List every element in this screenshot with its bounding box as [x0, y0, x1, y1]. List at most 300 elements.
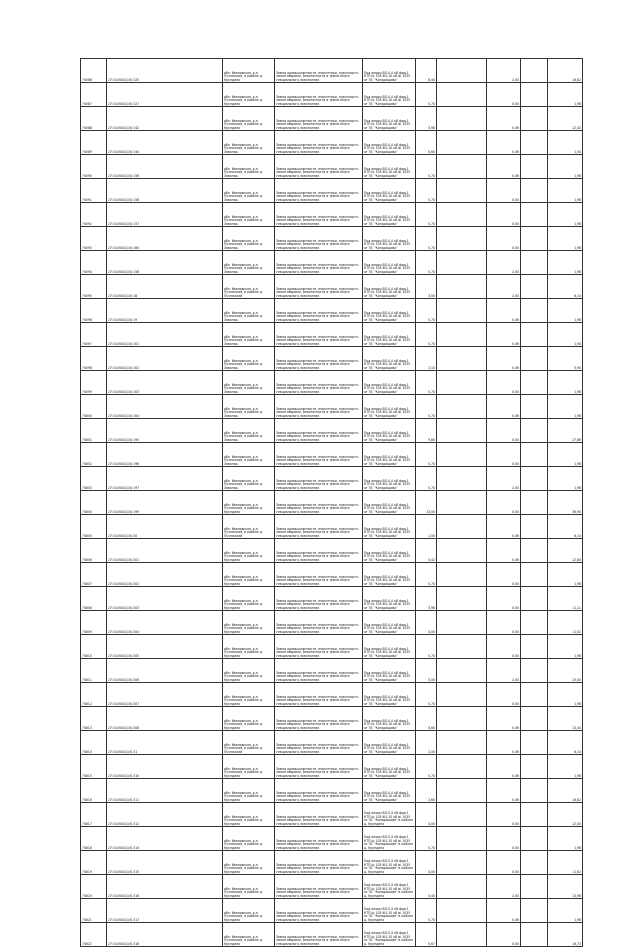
address-cell: обл. Ивановская, р-н Пучежский, в районе д. Заволжь: [223, 347, 275, 371]
cadastral-number: 27:14:0402(10):101: [107, 323, 223, 347]
cadastral-number: 27:14:0402(10):156: [107, 155, 223, 179]
row-number: 74601: [81, 419, 107, 443]
land-category-cell: Земли промышленности, энергетики, транспорта, земли обороны, безопасности и земли иного специального назначения: [275, 419, 363, 443]
rate-cell: 2,00: [487, 659, 521, 683]
address-cell: обл. Ивановская, р-н Пучежский, в районе д. Крупдино: [223, 83, 275, 107]
area-cell: 0,70: [416, 371, 437, 395]
cadastral-number: 27:14:0402(10):197: [107, 467, 223, 491]
empty-cell: [521, 563, 548, 587]
permitted-use-cell: Под опоры ВЛ-0,4 кВ фид.1 КТП № 103 Ф3-10 кВ № 1035 от ПС "Кондрашово" в районе д. Крупдино: [363, 827, 416, 851]
cadastral-number: 27:14:0402(10):317: [107, 899, 223, 923]
rate-cell: 0,00: [487, 851, 521, 875]
empty-cell: [521, 635, 548, 659]
row-number: 74589: [81, 131, 107, 155]
address-cell: обл. Ивановская, р-н Пучежский, в районе д. Крупдино: [223, 923, 275, 947]
empty-cell: [437, 419, 487, 443]
table-row: [81, 707, 583, 731]
empty-cell: [521, 755, 548, 779]
land-category-cell: Земли промышленности, энергетики, транспорта, земли обороны, безопасности и земли иного специального назначения: [275, 659, 363, 683]
area-cell: 0,70: [416, 755, 437, 779]
row-number: 74596: [81, 299, 107, 323]
address-cell: обл. Ивановская, р-н Пучежский, в районе д. Крупдино: [223, 827, 275, 851]
permitted-use-cell: Под опоры ВЛ-0,4 кВ фид.1 КТП № 103 Ф3-10 кВ № 1035 от ПС "Кондрашово": [363, 59, 416, 83]
rate-cell: 0,00: [487, 227, 521, 251]
empty-cell: [521, 131, 548, 155]
cadastral-number: 27:14:0402(10):102: [107, 347, 223, 371]
rate-cell: 0,00: [487, 611, 521, 635]
empty-cell: [437, 59, 487, 83]
cadastral-number: 27:14:0402(10):30: [107, 515, 223, 539]
address-cell: обл. Ивановская, р-н Пучежский, в районе д. Заволжь: [223, 443, 275, 467]
row-number: 74622: [81, 923, 107, 947]
permitted-use-cell: Под опоры ВЛ-0,4 кВ фид.1 КТП № 103 Ф3-10 кВ № 1035 от ПС "Кондрашово": [363, 419, 416, 443]
permitted-use-cell: Под опоры ВЛ-0,4 кВ фид.1 КТП № 103 Ф3-10 кВ № 1035 от ПС "Кондрашово": [363, 539, 416, 563]
area-cell: 0,70: [416, 203, 437, 227]
rate-cell: 2,00: [487, 59, 521, 83]
address-cell: обл. Ивановская, р-н Пучежский, в районе д. Заволжь: [223, 419, 275, 443]
empty-cell: [437, 731, 487, 755]
empty-cell: [437, 851, 487, 875]
sum-cell: 1,96: [548, 371, 583, 395]
area-cell: 2,10: [416, 347, 437, 371]
land-category-cell: Земли промышленности, энергетики, транспорта, земли обороны, безопасности и земли иного специального назначения: [275, 107, 363, 131]
empty-cell: [521, 875, 548, 899]
row-number: 74607: [81, 563, 107, 587]
row-number: 74588: [81, 107, 107, 131]
address-cell: обл. Ивановская, р-н Пучежский, в районе д. Крупдино: [223, 635, 275, 659]
area-cell: 2,00: [416, 731, 437, 755]
address-cell: обл. Ивановская, р-н Пучежский, в районе д. Заволжь: [223, 155, 275, 179]
sum-cell: 1,96: [548, 635, 583, 659]
empty-cell: [521, 347, 548, 371]
address-cell: обл. Ивановская, р-н Пучежский, в районе д. Заволжь: [223, 131, 275, 155]
permitted-use-cell: Под опоры ВЛ-0,4 кВ фид.1 КТП № 103 Ф3-10 кВ № 1035 от ПС "Кондрашово" в районе д. Крупдино: [363, 875, 416, 899]
land-category-cell: Земли промышленности, энергетики, транспорта, земли обороны, безопасности и земли иного специального назначения: [275, 83, 363, 107]
empty-cell: [437, 443, 487, 467]
empty-cell: [521, 491, 548, 515]
area-cell: 5,00: [416, 659, 437, 683]
table-row: [81, 83, 583, 107]
permitted-use-cell: Под опоры ВЛ-0,4 кВ фид.1 КТП № 103 Ф3-10 кВ № 1035 от ПС "Кондрашово": [363, 443, 416, 467]
empty-cell: [437, 323, 487, 347]
empty-cell: [437, 755, 487, 779]
rate-cell: 0,00: [487, 179, 521, 203]
land-category-cell: Земли промышленности, энергетики, транспорта, земли обороны, безопасности и земли иного специального назначения: [275, 563, 363, 587]
table-row: [81, 491, 583, 515]
empty-cell: [521, 731, 548, 755]
sum-cell: 1,96: [548, 467, 583, 491]
permitted-use-cell: Под опоры ВЛ-0,4 кВ фид.1 КТП № 103 Ф3-10 кВ № 1035 от ПС "Кондрашово": [363, 251, 416, 275]
land-category-cell: Земли промышленности, энергетики, транспорта, земли обороны, безопасности и земли иного специального назначения: [275, 275, 363, 299]
row-number: 74605: [81, 515, 107, 539]
empty-cell: [437, 875, 487, 899]
area-cell: 0,70: [416, 827, 437, 851]
address-cell: обл. Ивановская, р-н Пучежский, в районе д. Крупдино: [223, 539, 275, 563]
row-number: 74619: [81, 851, 107, 875]
land-category-cell: Земли промышленности, энергетики, транспорта, земли обороны, безопасности и земли иного специального назначения: [275, 347, 363, 371]
sum-cell: 6,14: [548, 275, 583, 299]
sum-cell: 1,96: [548, 755, 583, 779]
empty-cell: [437, 587, 487, 611]
rate-cell: 0,00: [487, 923, 521, 947]
row-number: 74593: [81, 227, 107, 251]
land-category-cell: Земли промышленности, энергетики, транспорта, земли обороны, безопасности и земли иного специального назначения: [275, 203, 363, 227]
empty-cell: [437, 515, 487, 539]
table-row: [81, 659, 583, 683]
empty-cell: [521, 83, 548, 107]
register-table: [80, 58, 583, 947]
permitted-use-cell: Под опоры ВЛ-0,4 кВ фид.1 КТП № 103 Ф3-10 кВ № 1035 от ПС "Кондрашово" в районе д. Крупдино: [363, 803, 416, 827]
land-category-cell: Земли промышленности, энергетики, транспорта, земли обороны, безопасности и земли иного специального назначения: [275, 59, 363, 83]
address-cell: обл. Ивановская, р-н Пучежский, в районе д. Крупдино: [223, 875, 275, 899]
sum-cell: 16,82: [548, 779, 583, 803]
area-cell: 0,70: [416, 299, 437, 323]
sum-cell: 1,96: [548, 251, 583, 275]
row-number: 74597: [81, 323, 107, 347]
cadastral-number: 27:14:0402(10):196: [107, 443, 223, 467]
empty-cell: [437, 563, 487, 587]
cadastral-number: 27:14:0402(10):160: [107, 227, 223, 251]
address-cell: обл. Ивановская, р-н Пучежский, в районе д. Пучежский: [223, 731, 275, 755]
sum-cell: 1,96: [548, 683, 583, 707]
table-row: [81, 419, 583, 443]
area-cell: 9,80: [416, 419, 437, 443]
table-row: [81, 443, 583, 467]
table-row: [81, 731, 583, 755]
sum-cell: 1,54: [548, 131, 583, 155]
land-category-cell: Земли промышленности, энергетики, транспорта, земли обороны, безопасности и земли иного специального назначения: [275, 827, 363, 851]
row-number: 74614: [81, 731, 107, 755]
row-number: 74590: [81, 155, 107, 179]
address-cell: обл. Ивановская, р-н Пучежский, в районе д. Пучежский: [223, 275, 275, 299]
rate-cell: 0,46: [487, 299, 521, 323]
area-cell: 13,00: [416, 491, 437, 515]
rate-cell: 2,00: [487, 275, 521, 299]
row-number: 74602: [81, 443, 107, 467]
row-number: 74620: [81, 875, 107, 899]
empty-cell: [521, 827, 548, 851]
sum-cell: 1,96: [548, 443, 583, 467]
table-row: [81, 587, 583, 611]
land-category-cell: Земли промышленности, энергетики, транспорта, земли обороны, безопасности и земли иного специального назначения: [275, 179, 363, 203]
cadastral-number: 27:14:0402(10):312: [107, 803, 223, 827]
address-cell: обл. Ивановская, р-н Пучежский, в районе д. Крупдино: [223, 683, 275, 707]
land-category-cell: Земли промышленности, энергетики, транспорта, земли обороны, безопасности и земли иного специального назначения: [275, 251, 363, 275]
row-number: 74617: [81, 803, 107, 827]
cadastral-number: 27:14:0402(10):307: [107, 683, 223, 707]
empty-cell: [437, 683, 487, 707]
area-cell: 4,00: [416, 803, 437, 827]
land-category-cell: Земли промышленности, энергетики, транспорта, земли обороны, безопасности и земли иного специального назначения: [275, 875, 363, 899]
rate-cell: 0,46: [487, 755, 521, 779]
area-cell: 4,00: [416, 851, 437, 875]
table-row: [81, 155, 583, 179]
empty-cell: [521, 515, 548, 539]
empty-cell: [521, 419, 548, 443]
address-cell: обл. Ивановская, р-н Пучежский, в районе д. Заволжь: [223, 251, 275, 275]
empty-cell: [437, 203, 487, 227]
empty-cell: [521, 155, 548, 179]
permitted-use-cell: Под опоры ВЛ-0,4 кВ фид.1 КТП № 103 Ф3-10 кВ № 1035 от ПС "Кондрашово": [363, 683, 416, 707]
row-number: 74591: [81, 179, 107, 203]
cadastral-number: 27:14:0402(10):310: [107, 755, 223, 779]
permitted-use-cell: Под опоры ВЛ-0,4 кВ фид.1 КТП № 103 Ф3-10 кВ № 1035 от ПС "Кондрашово": [363, 107, 416, 131]
permitted-use-cell: Под опоры ВЛ-0,4 кВ фид.1 КТП № 103 Ф3-10 кВ № 1035 от ПС "Кондрашово": [363, 275, 416, 299]
empty-cell: [437, 707, 487, 731]
empty-cell: [437, 779, 487, 803]
rate-cell: 0,46: [487, 539, 521, 563]
row-number: 74615: [81, 755, 107, 779]
address-cell: обл. Ивановская, р-н Пучежский, в районе д. Заволжь: [223, 467, 275, 491]
land-category-cell: Земли промышленности, энергетики, транспорта, земли обороны, безопасности и земли иного специального назначения: [275, 539, 363, 563]
row-number: 74592: [81, 203, 107, 227]
empty-cell: [437, 635, 487, 659]
row-number: 74598: [81, 347, 107, 371]
address-cell: обл. Ивановская, р-н Пучежский, в районе д. Крупдино: [223, 779, 275, 803]
land-category-cell: Земли промышленности, энергетики, транспорта, земли обороны, безопасности и земли иного специального назначения: [275, 227, 363, 251]
area-cell: 5,67: [416, 923, 437, 947]
rate-cell: 0,46: [487, 131, 521, 155]
sum-cell: 13,96: [548, 875, 583, 899]
address-cell: обл. Ивановская, р-н Пучежский, в районе д. Крупдино: [223, 611, 275, 635]
permitted-use-cell: Под опоры ВЛ-0,4 кВ фид.1 КТП № 103 Ф3-10 кВ № 1035 от ПС "Кондрашово": [363, 707, 416, 731]
table-row: [81, 875, 583, 899]
sum-cell: 6,14: [548, 731, 583, 755]
land-category-cell: Земли промышленности, энергетики, транспорта, земли обороны, безопасности и земли иного специального назначения: [275, 371, 363, 395]
address-cell: обл. Ивановская, р-н Пучежский, в районе д. Заволжь: [223, 395, 275, 419]
area-cell: 4,00: [416, 611, 437, 635]
cadastral-number: 27:14:0402(10):301: [107, 539, 223, 563]
area-cell: 0,70: [416, 443, 437, 467]
row-number: 74600: [81, 395, 107, 419]
permitted-use-cell: Под опоры ВЛ-0,4 кВ фид.1 КТП № 103 Ф3-10 кВ № 1035 от ПС "Кондрашово" в районе д. Крупдино: [363, 923, 416, 947]
address-cell: обл. Ивановская, р-н Пучежский, в районе д. Крупдино: [223, 851, 275, 875]
address-cell: обл. Ивановская, р-н Пучежский, в районе д. Пучежский: [223, 515, 275, 539]
table-row: [81, 371, 583, 395]
empty-cell: [521, 467, 548, 491]
empty-cell: [521, 683, 548, 707]
row-number: 74586: [81, 59, 107, 83]
table-row: [81, 179, 583, 203]
address-cell: обл. Ивановская, р-н Пучежский, в районе д. Крупдино: [223, 707, 275, 731]
area-cell: 0,70: [416, 683, 437, 707]
land-category-cell: Земли промышленности, энергетики, транспорта, земли обороны, безопасности и земли иного специального назначения: [275, 395, 363, 419]
cadastral-number: 27:14:0402(10):125: [107, 59, 223, 83]
row-number: 74587: [81, 83, 107, 107]
permitted-use-cell: Под опоры ВЛ-0,4 кВ фид.1 КТП № 103 Ф3-10 кВ № 1035 от ПС "Кондрашово": [363, 659, 416, 683]
area-cell: 0,70: [416, 179, 437, 203]
land-category-cell: Земли промышленности, энергетики, транспорта, земли обороны, безопасности и земли иного специального назначения: [275, 155, 363, 179]
sum-cell: 1,96: [548, 563, 583, 587]
rate-cell: 2,00: [487, 467, 521, 491]
row-number: 74599: [81, 371, 107, 395]
sum-cell: 6,14: [548, 515, 583, 539]
rate-cell: 0,00: [487, 683, 521, 707]
address-cell: обл. Ивановская, р-н Пучежский, в районе д. Заволжь: [223, 227, 275, 251]
table-row: [81, 611, 583, 635]
sum-cell: 1,94: [548, 323, 583, 347]
cadastral-number: 27:14:0402(10):157: [107, 203, 223, 227]
cadastral-number: 27:14:0402(10):305: [107, 635, 223, 659]
rate-cell: 0,00: [487, 203, 521, 227]
table-row: [81, 323, 583, 347]
address-cell: обл. Ивановская, р-н Пучежский, в районе д. Крупдино: [223, 107, 275, 131]
land-category-cell: Земли промышленности, энергетики, транспорта, земли обороны, безопасности и земли иного специального назначения: [275, 683, 363, 707]
cadastral-number: 27:14:0402(10):315: [107, 851, 223, 875]
empty-cell: [437, 491, 487, 515]
rate-cell: 0,46: [487, 347, 521, 371]
land-category-cell: Земли промышленности, энергетики, транспорта, земли обороны, безопасности и земли иного специального назначения: [275, 611, 363, 635]
empty-cell: [521, 803, 548, 827]
table-body: [81, 59, 583, 947]
empty-cell: [437, 539, 487, 563]
rate-cell: 0,00: [487, 827, 521, 851]
area-cell: 0,70: [416, 635, 437, 659]
table-row: [81, 851, 583, 875]
address-cell: обл. Ивановская, р-н Пучежский, в районе д. Заволжь: [223, 179, 275, 203]
row-number: 74604: [81, 491, 107, 515]
area-cell: 4,40: [416, 875, 437, 899]
address-cell: обл. Ивановская, р-н Пучежский, в районе д. Заволжь: [223, 299, 275, 323]
table-row: [81, 203, 583, 227]
address-cell: обл. Ивановская, р-н Пучежский, в районе д. Заволжь: [223, 371, 275, 395]
cadastral-number: 27:14:0402(10):316: [107, 875, 223, 899]
empty-cell: [437, 899, 487, 923]
row-number: 74603: [81, 467, 107, 491]
empty-cell: [521, 923, 548, 947]
cadastral-number: 27:14:0402(10):314: [107, 827, 223, 851]
empty-cell: [521, 587, 548, 611]
area-cell: 0,70: [416, 251, 437, 275]
permitted-use-cell: Под опоры ВЛ-0,4 кВ фид.1 КТП № 103 Ф3-10 кВ № 1035 от ПС "Кондрашово": [363, 299, 416, 323]
sum-cell: 5,90: [548, 347, 583, 371]
rate-cell: 2,00: [487, 875, 521, 899]
sum-cell: 12,00: [548, 803, 583, 827]
rate-cell: 0,00: [487, 491, 521, 515]
empty-cell: [521, 443, 548, 467]
permitted-use-cell: Под опоры ВЛ-0,4 кВ фид.1 КТП № 103 Ф3-10 кВ № 1035 от ПС "Кондрашово": [363, 587, 416, 611]
cadastral-number: 27:14:0402(10):302: [107, 563, 223, 587]
table-row: [81, 803, 583, 827]
permitted-use-cell: Под опоры ВЛ-0,4 кВ фид.1 КТП № 103 Ф3-10 кВ № 1035 от ПС "Кондрашово" в районе д. Крупдино: [363, 899, 416, 923]
empty-cell: [521, 899, 548, 923]
table-row: [81, 755, 583, 779]
empty-cell: [521, 251, 548, 275]
rate-cell: 2,00: [487, 251, 521, 275]
empty-cell: [437, 659, 487, 683]
table-row: [81, 299, 583, 323]
rate-cell: 0,00: [487, 587, 521, 611]
land-category-cell: Земли промышленности, энергетики, транспорта, земли обороны, безопасности и земли иного специального назначения: [275, 443, 363, 467]
permitted-use-cell: Под опоры ВЛ-0,4 кВ фид.1 КТП № 103 Ф3-10 кВ № 1035 от ПС "Кондрашово": [363, 131, 416, 155]
empty-cell: [521, 275, 548, 299]
sum-cell: 1,96: [548, 83, 583, 107]
sum-cell: 11,52: [548, 611, 583, 635]
area-cell: 1,00: [416, 515, 437, 539]
sum-cell: 16,73: [548, 923, 583, 947]
cadastral-number: 27:14:0402(10):199: [107, 491, 223, 515]
rate-cell: 0,00: [487, 443, 521, 467]
empty-cell: [521, 779, 548, 803]
empty-cell: [437, 251, 487, 275]
permitted-use-cell: Под опоры ВЛ-0,4 кВ фид.1 КТП № 103 Ф3-10 кВ № 1035 от ПС "Кондрашово": [363, 563, 416, 587]
table-row: [81, 59, 583, 83]
permitted-use-cell: Под опоры ВЛ-0,4 кВ фид.1 КТП № 103 Ф3-10 кВ № 1035 от ПС "Кондрашово" в районе д. Крупдино: [363, 851, 416, 875]
permitted-use-cell: Под опоры ВЛ-0,4 кВ фид.1 КТП № 103 Ф3-10 кВ № 1035 от ПС "Кондрашово": [363, 611, 416, 635]
area-cell: 4,42: [416, 539, 437, 563]
sum-cell: 1,96: [548, 395, 583, 419]
cadastral-number: 27:14:0402(10):311: [107, 779, 223, 803]
cadastral-number: 27:14:0402(10):142: [107, 107, 223, 131]
table-row: [81, 107, 583, 131]
row-number: 74610: [81, 635, 107, 659]
rate-cell: 0,00: [487, 635, 521, 659]
land-category-cell: Земли промышленности, энергетики, транспорта, земли обороны, безопасности и земли иного специального назначения: [275, 299, 363, 323]
table-row: [81, 539, 583, 563]
area-cell: 0,70: [416, 467, 437, 491]
empty-cell: [521, 611, 548, 635]
sum-cell: 1,96: [548, 155, 583, 179]
permitted-use-cell: Под опоры ВЛ-0,4 кВ фид.1 КТП № 103 Ф3-10 кВ № 1035 от ПС "Кондрашово": [363, 467, 416, 491]
sum-cell: 11,62: [548, 851, 583, 875]
empty-cell: [521, 851, 548, 875]
area-cell: 4,98: [416, 107, 437, 131]
empty-cell: [437, 155, 487, 179]
rate-cell: 0,46: [487, 395, 521, 419]
land-category-cell: Земли промышленности, энергетики, транспорта, земли обороны, безопасности и земли иного специального назначения: [275, 323, 363, 347]
permitted-use-cell: Под опоры ВЛ-0,4 кВ фид.1 КТП № 103 Ф3-10 кВ № 1035 от ПС "Кондрашово": [363, 179, 416, 203]
empty-cell: [521, 395, 548, 419]
cadastral-number: 27:14:0402(10):308: [107, 707, 223, 731]
land-category-cell: Земли промышленности, энергетики, транспорта, земли обороны, безопасности и земли иного специального назначения: [275, 587, 363, 611]
table-row: [81, 227, 583, 251]
table-row: [81, 395, 583, 419]
land-category-cell: Земли промышленности, энергетики, транспорта, земли обороны, безопасности и земли иного специального назначения: [275, 755, 363, 779]
empty-cell: [437, 275, 487, 299]
table-row: [81, 779, 583, 803]
land-category-cell: Земли промышленности, энергетики, транспорта, земли обороны, безопасности и земли иного специального назначения: [275, 635, 363, 659]
permitted-use-cell: Под опоры ВЛ-0,4 кВ фид.1 КТП № 103 Ф3-10 кВ № 1035 от ПС "Кондрашово": [363, 635, 416, 659]
empty-cell: [437, 803, 487, 827]
row-number: 74609: [81, 611, 107, 635]
area-cell: 0,70: [416, 323, 437, 347]
sum-cell: 12,84: [548, 539, 583, 563]
sum-cell: 13,34: [548, 707, 583, 731]
cadastral-number: 27:14:0402(10):306: [107, 659, 223, 683]
area-cell: 0,70: [416, 395, 437, 419]
address-cell: обл. Ивановская, р-н Пучежский, в районе д. Крупдино: [223, 587, 275, 611]
permitted-use-cell: Под опоры ВЛ-0,4 кВ фид.1 КТП № 103 Ф3-10 кВ № 1035 от ПС "Кондрашово": [363, 491, 416, 515]
table-row: [81, 251, 583, 275]
cadastral-number: 27:14:0402(10):103: [107, 371, 223, 395]
permitted-use-cell: Под опоры ВЛ-0,4 кВ фид.1 КТП № 103 Ф3-10 кВ № 1035 от ПС "Кондрашово": [363, 515, 416, 539]
rate-cell: 0,46: [487, 779, 521, 803]
cadastral-number: 27:14:0402(10):158: [107, 179, 223, 203]
empty-cell: [437, 371, 487, 395]
empty-cell: [521, 227, 548, 251]
row-number: 74618: [81, 827, 107, 851]
row-number: 74606: [81, 539, 107, 563]
rate-cell: 0,46: [487, 155, 521, 179]
table-row: [81, 923, 583, 947]
rate-cell: 0,00: [487, 419, 521, 443]
table-row: [81, 347, 583, 371]
rate-cell: 0,46: [487, 731, 521, 755]
cadastral-number: 27:14:0402(10):18: [107, 275, 223, 299]
empty-cell: [437, 131, 487, 155]
empty-cell: [437, 227, 487, 251]
sum-cell: 1,96: [548, 299, 583, 323]
